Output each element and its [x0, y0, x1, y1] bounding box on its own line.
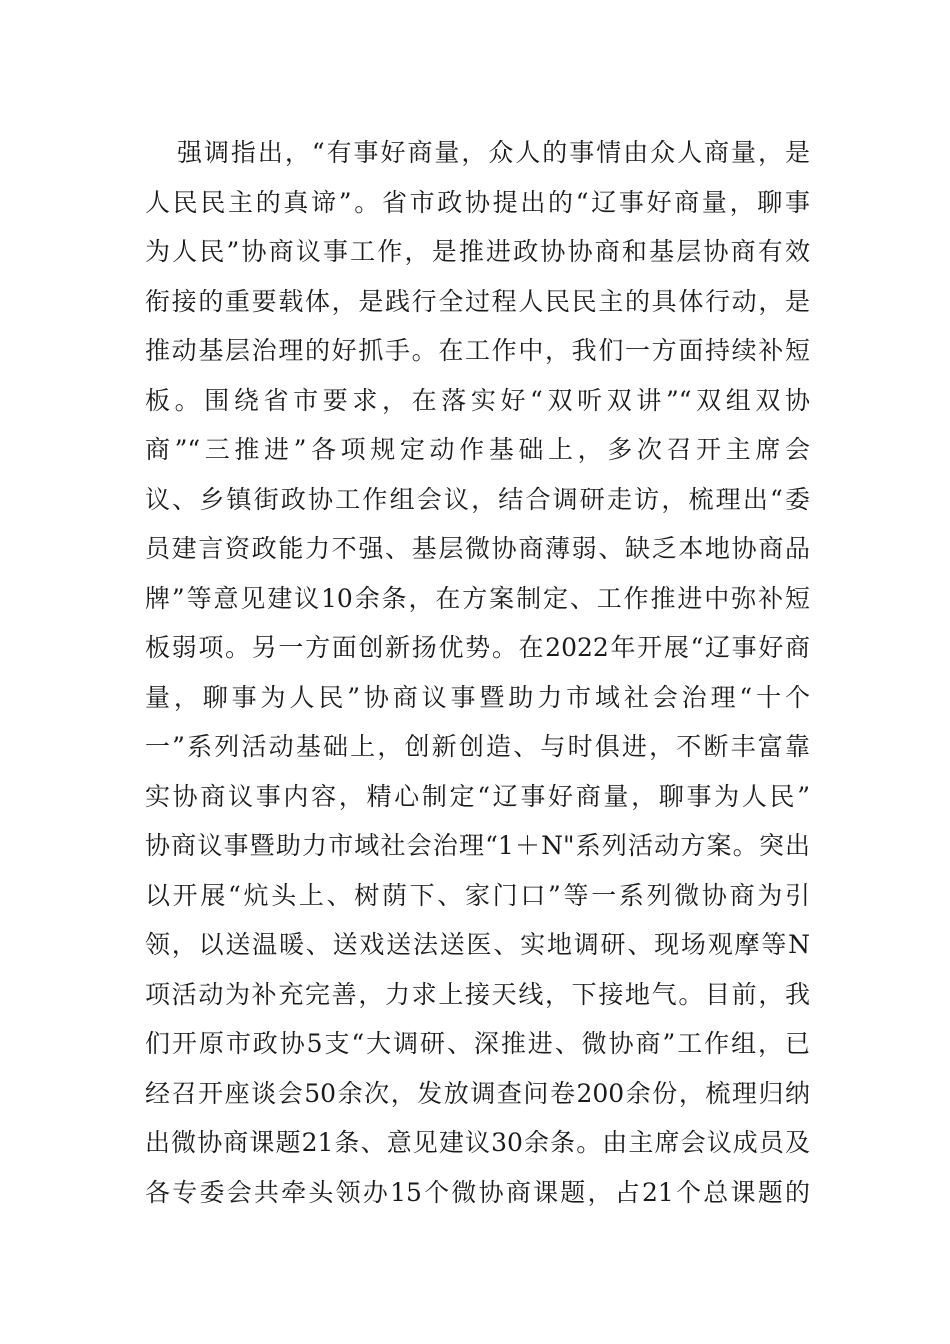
text-line: 量，聊事为人民”协商议事暨助力市域社会治理“十个 — [145, 682, 810, 712]
text-line: 板弱项。另一方面创新扬优势。在2022年开展“辽事好商 — [145, 633, 810, 662]
text-line: 项活动为补充完善，力求上接天线，下接地气。目前，我 — [145, 979, 810, 1009]
text-line: 议、乡镇街政协工作组会议，结合调研走访，梳理出“委 — [145, 484, 810, 514]
text-line: 一”系列活动基础上，创新创造、与时俱进，不断丰富靠 — [145, 732, 810, 761]
text-line: 人民民主的真谛”。省市政协提出的“辽事好商量，聊事 — [145, 187, 810, 217]
text-line: 板。围绕省市要求，在落实好“双听双讲”“双组双协 — [145, 385, 810, 415]
text-line: 以开展“炕头上、树荫下、家门口”等一系列微协商为引 — [145, 880, 810, 910]
text-line: 出微协商课题21条、意见建议30余条。由主席会议成员及 — [145, 1128, 810, 1157]
body-paragraph — [145, 128, 810, 1217]
text-line: 强调指出，“有事好商量，众人的事情由众人商量，是 — [177, 138, 810, 167]
text-line: 为人民”协商议事工作，是推进政协协商和基层协商有效 — [145, 237, 810, 266]
text-line: 推动基层治理的好抓手。在工作中，我们一方面持续补短 — [145, 336, 810, 365]
text-line: 领，以送温暖、送戏送法送医、实地调研、现场观摩等N — [145, 930, 810, 959]
text-line: 商”“三推进”各项规定动作基础上，多次召开主席会 — [145, 435, 810, 464]
text-line: 各专委会共牵头领办15个微协商课题，占21个总课题的 — [145, 1177, 810, 1207]
text-line: 实协商议事内容，精心制定“辽事好商量，聊事为人民” — [145, 781, 810, 811]
text-line: 衔接的重要载体，是践行全过程人民民主的具体行动，是 — [145, 286, 810, 316]
text-line: 牌”等意见建议10余条，在方案制定、工作推进中弥补短 — [145, 583, 810, 613]
text-line: 们开原市政协5支“大调研、深推进、微协商”工作组，已 — [145, 1029, 810, 1058]
text-line: 员建言资政能力不强、基层微协商薄弱、缺乏本地协商品 — [145, 534, 810, 563]
text-line: 协商议事暨助力市域社会治理“1＋N"系列活动方案。突出 — [145, 831, 810, 860]
text-line: 经召开座谈会50余次，发放调查问卷200余份，梳理归纳 — [145, 1078, 810, 1108]
